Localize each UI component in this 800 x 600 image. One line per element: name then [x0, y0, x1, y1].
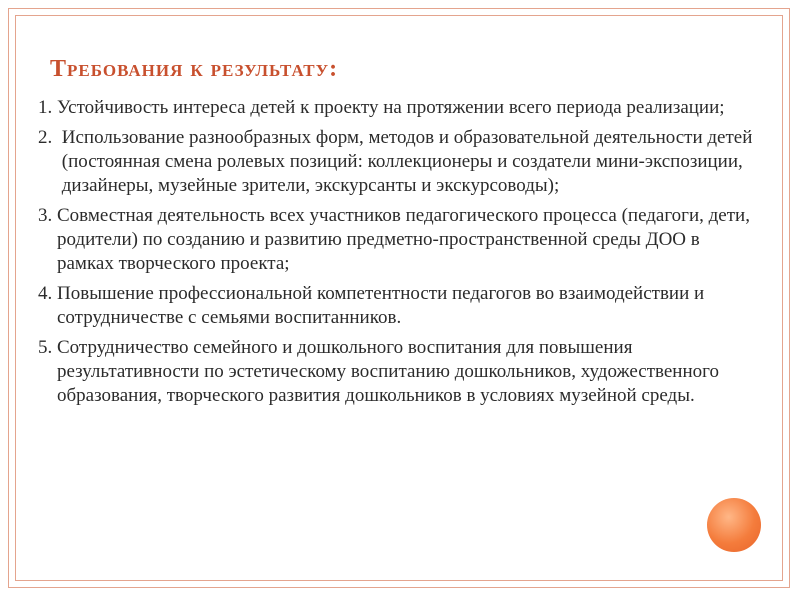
list-item — [38, 126, 758, 198]
list-item — [38, 204, 758, 276]
list-item — [38, 336, 758, 408]
item-number: 1. — [38, 97, 57, 118]
item-text: Повышение профессиональной компетентности педагогов во взаимодействии и сотрудничестве с семьями воспитанников. — [57, 283, 705, 328]
slide-title: Требования к результату: — [50, 56, 339, 82]
list-item — [38, 282, 758, 330]
requirements-list — [38, 96, 758, 414]
item-number: 2. — [38, 127, 62, 148]
item-text: Сотрудничество семейного и дошкольного воспитания для повышения результативности по эстетическому воспитанию дошкольников, художественного образования, творческого развития дошкольников в условиях музейной среды. — [57, 337, 719, 406]
item-text: Совместная деятельность всех участников педагогического процесса (педагоги, дети, родители) по созданию и развитию предметно-пространственной среды ДОО в рамках творческого проекта; — [57, 205, 750, 274]
item-number: 5. — [38, 337, 57, 358]
item-number: 4. — [38, 283, 57, 304]
item-number: 3. — [38, 205, 57, 226]
item-text: Использование разнообразных форм, методов и образовательной деятельности детей (постоянная смена ролевых позиций: коллекционеры и создатели мини-экспозиции, дизайнеры, музейные зрители, экскурсанты и экскурсоводы); — [61, 127, 753, 196]
item-text: Устойчивость интереса детей к проекту на протяжении всего периода реализации; — [57, 97, 725, 118]
list-item — [38, 96, 758, 120]
decorative-circle-icon — [707, 498, 761, 552]
